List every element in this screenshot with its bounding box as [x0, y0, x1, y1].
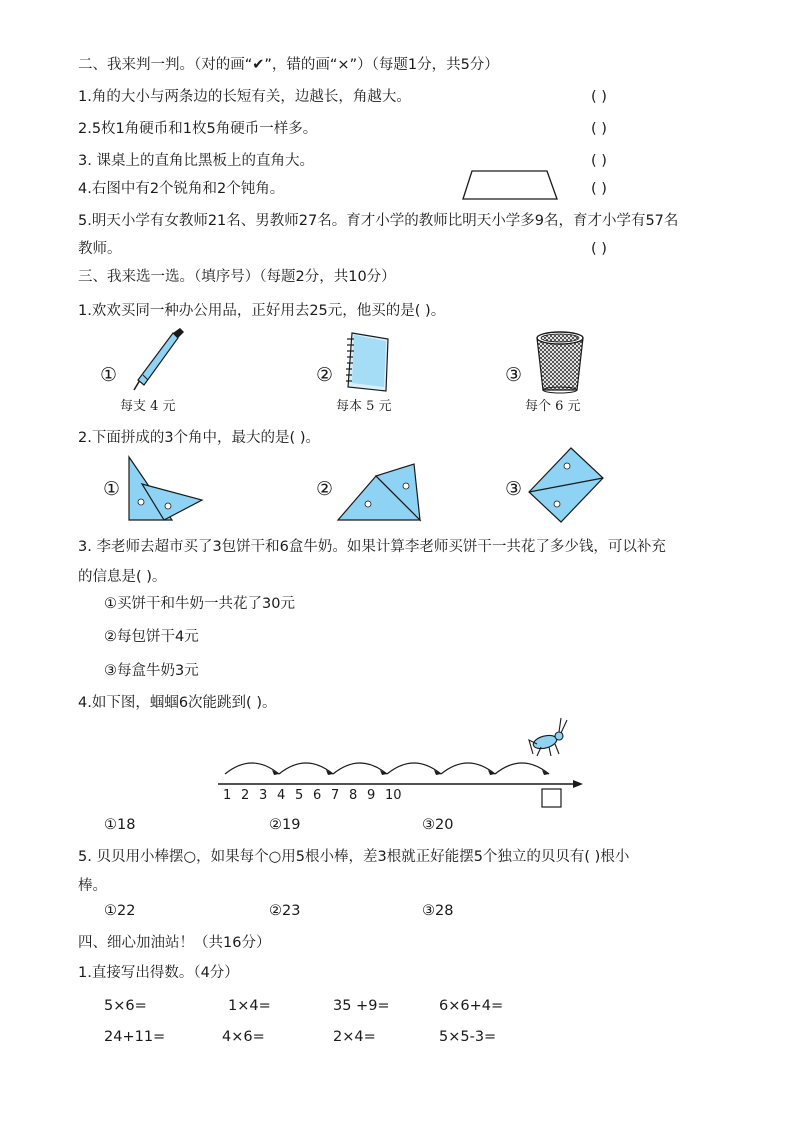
- calc-expr-2-3[interactable]: 2×4=: [333, 1029, 376, 1045]
- q4-option-2[interactable]: ②19: [269, 817, 301, 833]
- calc-expr-2-1[interactable]: 24+11=: [104, 1029, 166, 1045]
- choice-q4: 4.如下图，蝈蝈6次能跳到( )。: [78, 695, 277, 711]
- calc-expr-1-4[interactable]: 6×6+4=: [439, 998, 504, 1014]
- q4-option-3[interactable]: ③20: [422, 817, 454, 833]
- choice-q1: 1.欢欢买同一种办公用品，正好用去25元，他买的是( )。: [78, 303, 446, 319]
- option-caption-2: 每本 5 元: [336, 399, 392, 414]
- angle-option-mark-3[interactable]: ③: [505, 478, 523, 500]
- answer-paren-2[interactable]: ( ): [591, 121, 607, 137]
- judge-item-5-cont: 教师。: [78, 241, 122, 257]
- q3-option-3[interactable]: ③每盒牛奶3元: [104, 663, 199, 679]
- tick-label-5: 5: [295, 788, 304, 803]
- tick-label-10: 10: [385, 788, 402, 803]
- section4-heading: 四、细心加油站！（共16分）: [78, 935, 271, 951]
- judge-item-1: 1.角的大小与两条边的长短有关，边越长，角越大。: [78, 89, 411, 105]
- set-square-angle-1: [126, 454, 206, 524]
- option-caption-1: 每支 4 元: [120, 399, 176, 414]
- tick-label-4: 4: [277, 788, 286, 803]
- option-mark-3[interactable]: ③: [505, 364, 523, 386]
- angle-option-mark-2[interactable]: ②: [316, 478, 334, 500]
- wastebasket-icon: [533, 330, 587, 394]
- choice-q5-line1: 5. 贝贝用小棒摆○，如果每个○用5根小棒，差3根就正好能摆5个独立的贝贝有( )根小: [78, 849, 630, 865]
- angle-option-mark-1[interactable]: ①: [103, 478, 121, 500]
- calc-expr-2-4[interactable]: 5×5-3=: [439, 1029, 497, 1045]
- tick-label-8: 8: [349, 788, 358, 803]
- number-line-diagram: [215, 714, 590, 809]
- answer-paren-4[interactable]: ( ): [591, 181, 607, 197]
- answer-paren-3[interactable]: ( ): [591, 153, 607, 169]
- choice-q5-line2: 棒。: [78, 878, 107, 894]
- q5-option-3[interactable]: ③28: [422, 903, 454, 919]
- judge-item-3: 3. 课桌上的直角比黑板上的直角大。: [78, 153, 314, 169]
- q5-option-1[interactable]: ①22: [104, 903, 136, 919]
- calc-expr-1-1[interactable]: 5×6=: [104, 998, 147, 1014]
- option-mark-1[interactable]: ①: [100, 364, 118, 386]
- trapezoid-figure: [460, 168, 560, 202]
- choice-q2: 2.下面拼成的3个角中，最大的是( )。: [78, 430, 320, 446]
- tick-label-9: 9: [367, 788, 376, 803]
- judge-item-4: 4.右图中有2个锐角和2个钝角。: [78, 181, 285, 197]
- answer-paren-1[interactable]: ( ): [591, 89, 607, 105]
- tick-label-7: 7: [331, 788, 340, 803]
- tick-label-1: 1: [223, 788, 232, 803]
- answer-paren-5[interactable]: ( ): [591, 241, 607, 257]
- notebook-icon: [344, 331, 390, 393]
- calc-expr-2-2[interactable]: 4×6=: [222, 1029, 265, 1045]
- tick-label-3: 3: [259, 788, 268, 803]
- calc-q1: 1.直接写出得数。（4分）: [78, 965, 239, 981]
- choice-q3-line2: 的信息是( )。: [78, 569, 167, 585]
- q5-option-2[interactable]: ②23: [269, 903, 301, 919]
- set-square-angle-2: [336, 462, 426, 524]
- option-mark-2[interactable]: ②: [316, 364, 334, 386]
- q3-option-2[interactable]: ②每包饼干4元: [104, 629, 199, 645]
- section2-heading: 二、我来判一判。（对的画“✔”，错的画“×”）（每题1分，共5分）: [78, 57, 499, 73]
- q3-option-1[interactable]: ①买饼干和牛奶一共花了30元: [104, 596, 295, 612]
- tick-label-6: 6: [313, 788, 322, 803]
- choice-q3-line1: 3. 李老师去超市买了3包饼干和6盒牛奶。如果计算李老师买饼干一共花了多少钱，可以补充: [78, 539, 666, 555]
- judge-item-5: 5.明天小学有女教师21名、男教师27名。育才小学的教师比明天小学多9名，育才小学有57名: [78, 213, 679, 229]
- set-square-angle-3: [527, 446, 605, 524]
- grasshopper-icon: [529, 718, 567, 756]
- tick-label-2: 2: [241, 788, 250, 803]
- section3-heading: 三、我来选一选。（填序号）（每题2分，共10分）: [78, 269, 396, 285]
- calc-expr-1-3[interactable]: 35 +9=: [333, 998, 390, 1014]
- judge-item-2: 2.5枚1角硬币和1枚5角硬币一样多。: [78, 121, 318, 137]
- pen-icon: [128, 330, 188, 392]
- option-caption-3: 每个 6 元: [525, 399, 581, 414]
- calc-expr-1-2[interactable]: 1×4=: [228, 998, 271, 1014]
- q4-option-1[interactable]: ①18: [104, 817, 136, 833]
